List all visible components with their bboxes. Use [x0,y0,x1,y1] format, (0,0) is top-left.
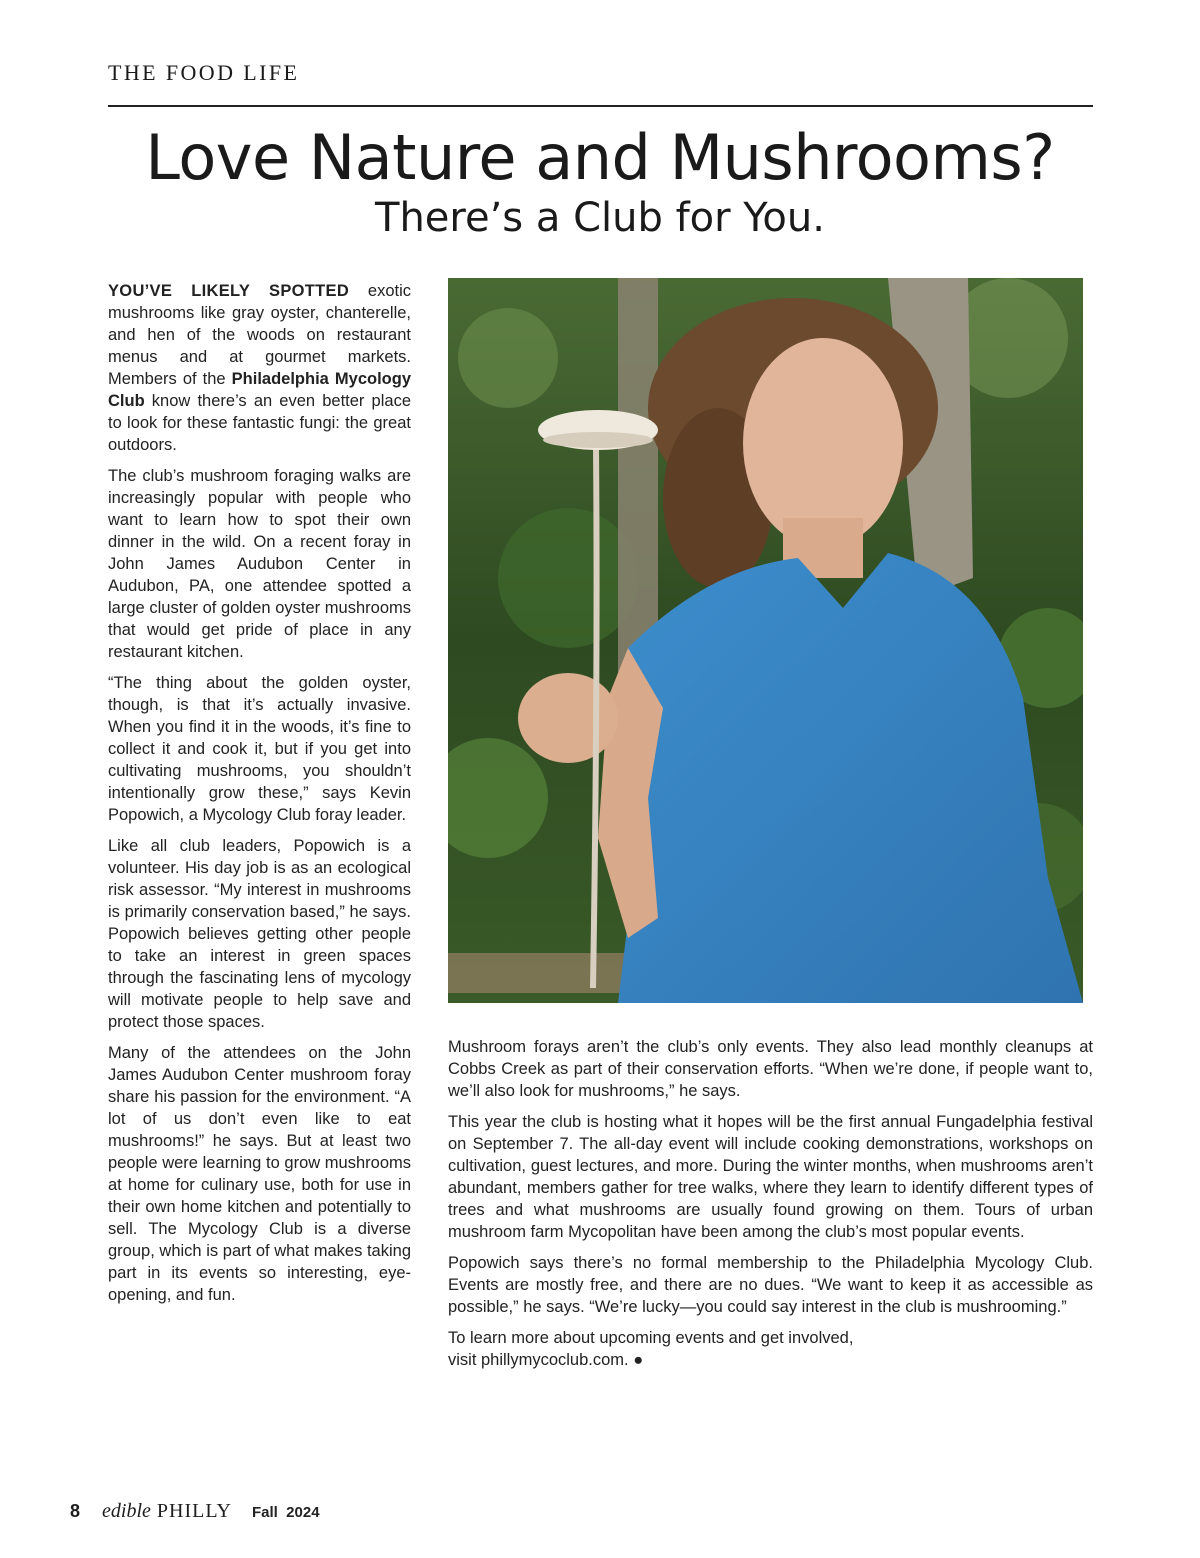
right-paragraph-3: Popowich says there’s no formal membership to the Philadelphia Mycology Club. Events are mostly free, and there are no dues. “We want to keep it as accessible as possible,” he says. “We’re lucky—you could say interest in the club is mushrooming.” [448,1254,1093,1316]
page-number: 8 [70,1501,81,1521]
cta-line-1: To learn more about upcoming events and get involved, [448,1329,854,1347]
issue-date: Fall 2024 [252,1504,320,1521]
header-rule [108,105,1093,107]
right-paragraph-1: Mushroom forays aren’t the club’s only events. They also lead monthly cleanups at Cobbs Creek as part of their conservation efforts. “When we’re done, if people want to, we’ll also look for mushrooms,” he says. [448,1038,1093,1100]
brand-philly: PHILLY [156,1500,232,1522]
brand-edible: edible [102,1500,151,1522]
left-paragraph-1 [108,280,411,456]
tree-trunk-left [618,278,658,678]
article-subhead: There’s a Club for You. [375,195,825,241]
p1-text-a: exotic mushrooms like gray oyster, chanterelle, and hen of the woods on restaurant menus and at gourmet markets. Members of the [108,282,411,388]
lead-in: YOU’VE LIKELY SPOTTED [108,282,350,300]
face [743,338,903,548]
mushroom-stem [593,448,597,988]
article-headline: Love Nature and Mushrooms? [145,121,1055,194]
page-footer [70,1500,320,1528]
left-paragraph-3: “The thing about the golden oyster, though, is that it’s actually invasive. When you find it in the woods, it’s fine to collect it and cook it, but if you get into cultivating mushrooms, you shouldn’t intentionally grow these,” says Kevin Popowich, a Mycology Club foray leader. [108,674,411,824]
right-paragraph-4 [448,1327,1093,1371]
photo-illustration [448,278,1083,1003]
left-paragraph-5: Many of the attendees on the John James Audubon Center mushroom foray share his passion for the environment. “A lot of us don’t even like to eat mushrooms!” he says. But at least two people were learning to grow mushrooms at home for culinary use, both for use in their own home kitchen and potentially to sell. The Mycology Club is a diverse group, which is part of what makes taking part in its events so interesting, eye-opening, and fun. [108,1044,411,1304]
p1-text-b: know there’s an even better place to look for these fantastic fungi: the great outdoors. [108,392,411,454]
hand [518,673,618,763]
right-paragraph-2: This year the club is hosting what it hopes will be the first annual Fungadelphia festival on September 7. The all-day event will include cooking demonstrations, workshops on cultivation, guest lectures, and more. During the winter months, when mushrooms aren’t abundant, members gather for tree walks, where they learn to identify different types of trees and what mushrooms are usually found growing on them. Tours of urban mushroom farm Mycopolitan have been among the club’s most popular events. [448,1113,1093,1241]
left-paragraph-4: Like all club leaders, Popowich is a volunteer. His day job is as an ecological risk assessor. “My interest in mushrooms is primarily conservation based,” he says. Popowich believes getting other people to take an interest in green spaces through the fascinating lens of mycology will motivate people to help save and protect those spaces. [108,837,411,1031]
club-name: Philadelphia Mycology Club [108,370,411,410]
article-photo [448,278,1083,1003]
section-label: THE FOOD LIFE [108,60,300,85]
cta-line-2: visit phillymycoclub.com. ● [448,1351,644,1369]
right-column [448,1036,1093,1380]
left-column [108,280,411,1315]
left-paragraph-2: The club’s mushroom foraging walks are increasingly popular with people who want to learn how to spot their own dinner in the wild. On a recent foray in John James Audubon Center in Audubon, PA, one attendee spotted a large cluster of golden oyster mushrooms that would get pride of place in any restaurant kitchen. [108,467,411,661]
